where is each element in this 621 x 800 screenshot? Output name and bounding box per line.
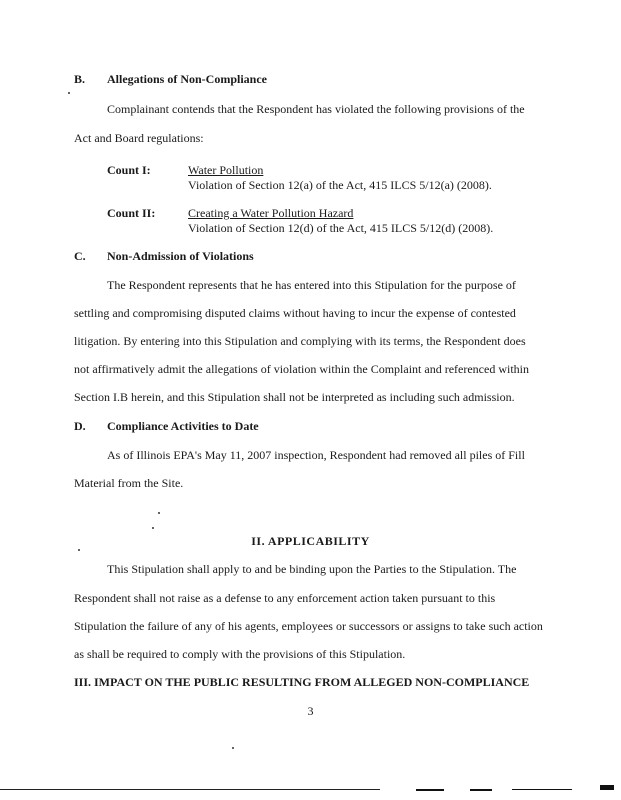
section-c-heading: Non-Admission of Violations bbox=[107, 249, 254, 263]
section-d-line: Material from the Site. bbox=[74, 476, 184, 490]
section-c-line: Section I.B herein, and this Stipulation shall not be interpreted as including such admission. bbox=[74, 390, 515, 404]
section-d-heading: Compliance Activities to Date bbox=[107, 419, 259, 433]
section-d-letter: D. bbox=[74, 419, 86, 433]
count-2-detail: Violation of Section 12(d) of the Act, 415 ILCS 5/12(d) (2008). bbox=[188, 221, 494, 235]
count-1-title: Water Pollution bbox=[188, 163, 264, 177]
count-1-detail: Violation of Section 12(a) of the Act, 415 ILCS 5/12(a) (2008). bbox=[188, 178, 492, 192]
section-b-intro-line2: Act and Board regulations: bbox=[74, 131, 204, 145]
scan-edge-line bbox=[0, 789, 380, 790]
scan-speck bbox=[232, 747, 234, 749]
scan-speck bbox=[158, 512, 160, 514]
scan-speck bbox=[152, 527, 154, 529]
section-ii-line: Respondent shall not raise as a defense to any enforcement action taken pursuant to this bbox=[74, 591, 496, 605]
section-ii-line: This Stipulation shall apply to and be binding upon the Parties to the Stipulation. The bbox=[107, 562, 517, 576]
section-ii-heading: II. APPLICABILITY bbox=[251, 534, 370, 548]
count-2-label: Count II: bbox=[107, 206, 156, 220]
section-c-letter: C. bbox=[74, 249, 86, 263]
section-b-intro-line1: Complainant contends that the Respondent has violated the following provisions of the bbox=[107, 102, 525, 116]
section-c-line: settling and compromising disputed claims without having to incur the expense of contested bbox=[74, 306, 516, 320]
section-ii-line: as shall be required to comply with the provisions of this Stipulation. bbox=[74, 647, 406, 661]
section-b-heading: Allegations of Non-Compliance bbox=[107, 72, 267, 86]
count-1-label: Count I: bbox=[107, 163, 151, 177]
section-iii-heading: III. IMPACT ON THE PUBLIC RESULTING FROM ALLEGED NON-COMPLIANCE bbox=[74, 675, 530, 689]
section-ii-line: Stipulation the failure of any of his agents, employees or successors or assigns to take such action bbox=[74, 619, 543, 633]
scan-edge-line bbox=[512, 789, 572, 790]
section-b-letter: B. bbox=[74, 72, 86, 86]
scan-speck bbox=[78, 549, 80, 551]
section-c-line: not affirmatively admit the allegations of violation within the Complaint and referenced within bbox=[74, 362, 529, 376]
section-c-line: The Respondent represents that he has entered into this Stipulation for the purpose of bbox=[107, 278, 516, 292]
scan-edge-line bbox=[416, 789, 444, 791]
scan-edge-mark bbox=[600, 785, 614, 790]
section-d-line: As of Illinois EPA's May 11, 2007 inspection, Respondent had removed all piles of Fill bbox=[107, 448, 525, 462]
scan-edge-line bbox=[470, 789, 492, 791]
section-c-line: litigation. By entering into this Stipulation and complying with its terms, the Respondent does bbox=[74, 334, 526, 348]
page-number: 3 bbox=[307, 704, 314, 718]
scan-speck bbox=[68, 92, 70, 94]
count-2-title: Creating a Water Pollution Hazard bbox=[188, 206, 354, 220]
